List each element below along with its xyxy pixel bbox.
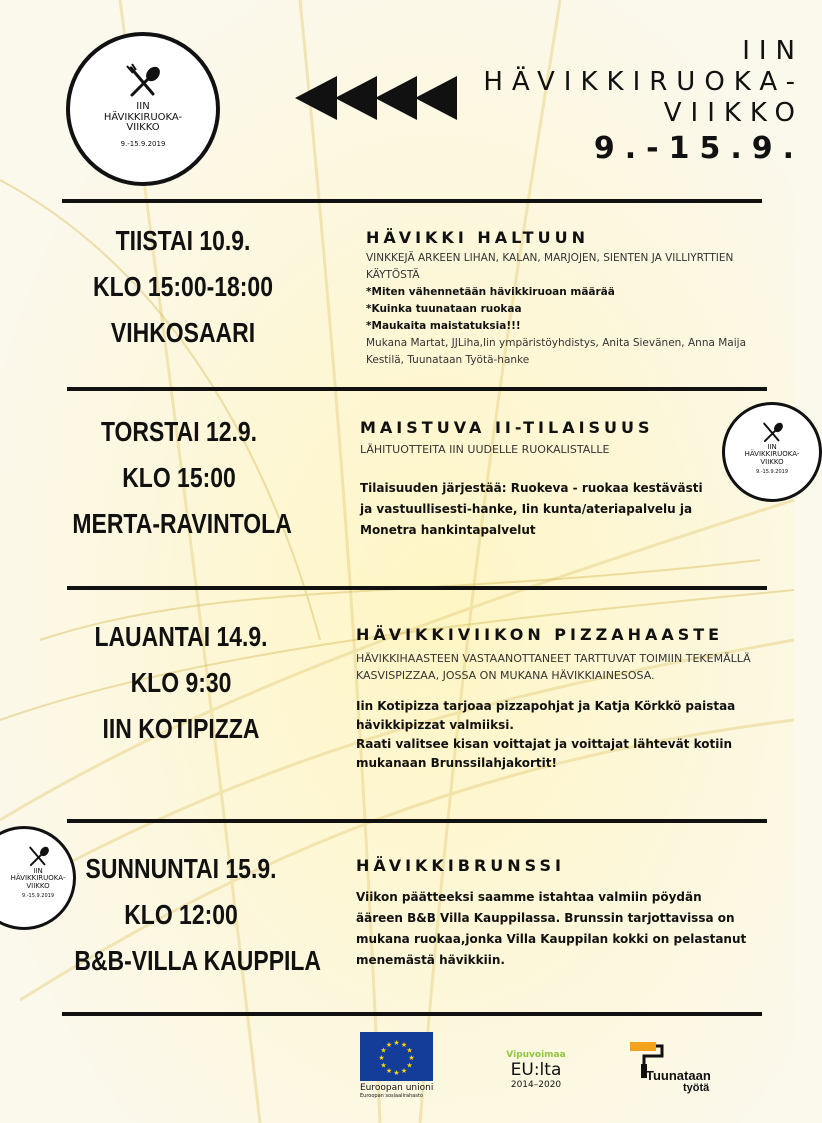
logo-line-1: IIN xyxy=(767,443,777,451)
logo-line-2: HÄVIKKIRUOKA- xyxy=(744,450,800,459)
event-logo xyxy=(66,32,220,186)
svg-text:★: ★ xyxy=(378,1054,385,1062)
event-1-when xyxy=(76,218,289,356)
svg-text:★: ★ xyxy=(380,1061,387,1070)
event-place: IIN KOTIPIZZA xyxy=(102,713,260,744)
svg-text:★: ★ xyxy=(400,1041,408,1049)
event-subtitle: LÄHITUOTTEITA IIN UUDELLE RUOKALISTALLE xyxy=(360,443,610,456)
eu-flag-icon xyxy=(360,1032,433,1081)
title-line-3: VIIKKO xyxy=(663,98,804,128)
tuunataan-label: Tuunataan xyxy=(646,1068,711,1083)
event-place: VIHKOSAARI xyxy=(110,317,256,348)
logo-line-1: IIN xyxy=(136,101,150,112)
event-time: KLO 15:00-18:00 xyxy=(93,271,273,302)
logo-line-3: VIIKKO xyxy=(760,457,784,466)
title-dates: 9.-15.9. xyxy=(593,131,804,166)
event-heading: MAISTUVA II-TILAISUUS xyxy=(360,418,654,437)
logo-line-3: VIIKKO xyxy=(26,881,50,890)
event-3-info xyxy=(356,625,766,773)
event-place: B&B-VILLA KAUPPILA xyxy=(74,945,322,976)
svg-text:★: ★ xyxy=(406,1046,413,1055)
divider-5 xyxy=(62,1012,762,1016)
event-2-info xyxy=(360,418,710,541)
title-line-1: IIN xyxy=(742,36,804,66)
event-4-when xyxy=(74,846,322,984)
eu-logo xyxy=(360,1032,435,1099)
event-logo xyxy=(722,402,822,502)
vipuvoimaa-label: Vipuvoimaa xyxy=(506,1050,566,1060)
event-bullet: *Kuinka tuunataan ruokaa xyxy=(366,303,522,315)
logo-dates: 9.-15.9.2019 xyxy=(120,139,166,148)
svg-text:★: ★ xyxy=(380,1046,387,1055)
eu-sublabel: Euroopan sosiaalirahasto xyxy=(360,1093,423,1099)
divider-2 xyxy=(67,387,767,391)
event-heading: HÄVIKKI HALTUUN xyxy=(366,228,589,247)
divider-3 xyxy=(67,586,767,590)
svg-text:★: ★ xyxy=(400,1067,408,1075)
svg-text:★: ★ xyxy=(393,1069,400,1077)
fork-spoon-icon xyxy=(759,421,785,443)
years-label: 2014–2020 xyxy=(510,1080,562,1090)
logo-dates: 9.-15.9.2019 xyxy=(755,469,789,476)
eulta-label: EU:lta xyxy=(510,1060,562,1080)
logo-line-2: HÄVIKKIRUOKA- xyxy=(10,874,66,883)
event-day: SUNNUNTAI 15.9. xyxy=(85,853,277,884)
event-text-2: Raati valitsee kisan voittajat ja voittajat lähtevät kotiin mukanaan Brunssilahjakortit! xyxy=(356,737,733,770)
eu-label: Euroopan unioni xyxy=(360,1083,434,1093)
event-subtitle: HÄVIKKIHAASTEEN VASTAANOTTANEET TARTTUVAT TOIMIIN TEKEMÄLLÄ KASVISPIZZAA, JOSSA ON MUKANA HÄVIKKIAINESOSA. xyxy=(356,652,751,682)
logo-dates: 9.-15.9.2019 xyxy=(21,893,55,900)
event-text: Tilaisuuden järjestää: Ruokeva - ruokaa kestävästi ja vastuullisesti-hanke, Iin kunta/ateriapalvelu ja Monetra hankintapalvelut xyxy=(360,481,703,537)
left-arrows-icon xyxy=(295,76,460,121)
event-day: LAUANTAI 14.9. xyxy=(94,621,268,652)
svg-text:★: ★ xyxy=(406,1061,413,1070)
event-subtitle: VINKKEJÄ ARKEEN LIHAN, KALAN, MARJOJEN, SIENTEN JA VILLIYRTTIEN KÄYTÖSTÄ xyxy=(366,252,734,281)
event-4-info xyxy=(356,856,751,971)
divider-4 xyxy=(67,819,767,823)
title-line-2: HÄVIKKIRUOKA- xyxy=(483,67,804,97)
svg-text:★: ★ xyxy=(385,1041,393,1049)
fork-spoon-icon xyxy=(123,64,163,98)
event-text: Iin Kotipizza tarjoaa pizzapohjat ja Katja Körkkö paistaa hävikkipizzat valmiiksi. xyxy=(356,699,736,732)
event-2-when xyxy=(72,409,292,547)
vipuvoimaa-logo xyxy=(503,1050,569,1090)
event-bullet: *Maukaita maistatuksia!!! xyxy=(366,320,521,332)
event-time: KLO 12:00 xyxy=(124,899,238,930)
event-bullet: *Miten vähennetään hävikkiruoan määrää xyxy=(366,286,615,298)
event-1-info xyxy=(366,228,766,369)
svg-text:★: ★ xyxy=(408,1054,415,1062)
event-time: KLO 9:30 xyxy=(130,667,232,698)
event-3-when xyxy=(74,614,287,752)
tyota-label: työtä xyxy=(683,1082,710,1094)
logo-line-1: IIN xyxy=(33,867,43,875)
fork-spoon-icon xyxy=(25,845,51,867)
event-heading: HÄVIKKIVIIKON PIZZAHAASTE xyxy=(356,625,724,644)
divider-1 xyxy=(62,199,762,203)
svg-text:★: ★ xyxy=(393,1039,400,1047)
event-day: TORSTAI 12.9. xyxy=(100,416,258,447)
logo-line-2: HÄVIKKIRUOKA- xyxy=(103,111,183,123)
event-note: Mukana Martat, JJLiha,Iin ympäristöyhdistys, Anita Sievänen, Anna Maija Kestilä, Tuunataan Työtä-hanke xyxy=(366,337,747,366)
svg-text:★: ★ xyxy=(385,1067,393,1075)
logo-line-3: VIIKKO xyxy=(126,122,160,133)
event-time: KLO 15:00 xyxy=(122,462,236,493)
page-title xyxy=(483,36,804,169)
event-day: TIISTAI 10.9. xyxy=(115,225,251,256)
event-heading: HÄVIKKIBRUNSSI xyxy=(356,856,565,875)
event-text: Viikon päätteeksi saamme istahtaa valmiin pöydän ääreen B&B Villa Kauppilassa. Brunssin tarjottavissa on mukana ruokaa,jonka Villa Kauppilan kokki on pelastanut menemästä hävikkiin. xyxy=(356,890,747,967)
event-place: MERTA-RAVINTOLA xyxy=(72,508,292,539)
